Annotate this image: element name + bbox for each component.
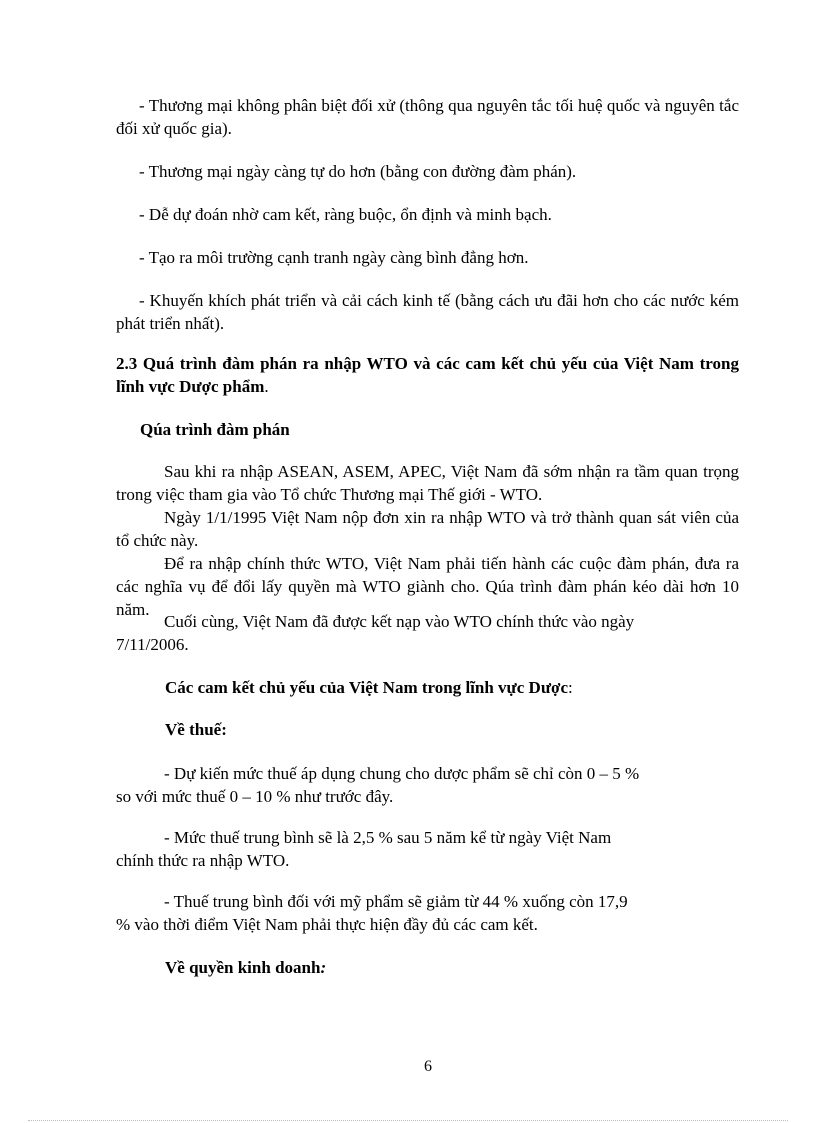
tax-item-line: chính thức ra nhập WTO. — [116, 851, 290, 870]
tax-item — [116, 890, 746, 936]
commitments-title-colon: : — [568, 678, 573, 697]
negotiation-paragraph: Ngày 1/1/1995 Việt Nam nộp đơn xin ra nhập WTO và trở thành quan sát viên của tổ chức này. — [116, 508, 739, 550]
business-rights-title-text: Về quyền kinh doanh — [165, 958, 321, 977]
negotiation-paragraph: Để ra nhập chính thức WTO, Việt Nam phải tiến hành các cuộc đàm phán, đưa ra các nghĩa vụ để đổi lấy quyền mà WTO giành cho. Qúa trình đàm phán kéo dài hơn 10 năm. — [116, 554, 739, 619]
bullet-freer-trade: - Thương mại ngày càng tự do hơn (bằng con đường đàm phán). — [139, 162, 577, 181]
page-bottom-rule — [28, 1120, 788, 1121]
tax-item — [116, 826, 746, 872]
negotiation-title: Qúa trình đàm phán — [140, 420, 290, 439]
tax-item-line: - Mức thuế trung bình sẽ là 2,5 % sau 5 năm kể từ ngày Việt Nam — [164, 828, 612, 847]
bullet-development: - Khuyến khích phát triển và cải cách kinh tế (bằng cách ưu đãi hơn cho các nước kém phát triển nhất). — [116, 291, 739, 333]
business-rights-title-colon: : — [320, 958, 327, 977]
negotiation-paragraph: Cuối cùng, Việt Nam đã được kết nạp vào WTO chính thức vào ngày 7/11/2006. — [116, 612, 635, 654]
commitments-title — [165, 676, 725, 699]
tax-item — [116, 762, 746, 808]
section-heading-text: 2.3 Quá trình đàm phán ra nhập WTO và các cam kết chủ yếu của Việt Nam trong lĩnh vực Dược phẩm — [116, 354, 739, 396]
business-rights-title — [165, 956, 326, 979]
section-heading — [116, 352, 739, 398]
negotiation-paragraph: Sau khi ra nhập ASEAN, ASEM, APEC, Việt Nam đã sớm nhận ra tầm quan trọng trong việc tham gia vào Tổ chức Thương mại Thế giới - WTO. — [116, 462, 739, 504]
tax-item-line: so với mức thuế 0 – 10 % như trước đây. — [116, 787, 394, 806]
bullet-competition: - Tạo ra môi trường cạnh tranh ngày càng bình đẳng hơn. — [139, 248, 529, 267]
tax-item-line: % vào thời điểm Việt Nam phải thực hiện đầy đủ các cam kết. — [116, 915, 538, 934]
commitments-title-text: Các cam kết chủ yếu của Việt Nam trong lĩnh vực Dược — [165, 678, 568, 697]
bullet-predictability: - Dễ dự đoán nhờ cam kết, ràng buộc, ổn định và minh bạch. — [139, 205, 552, 224]
section-heading-period: . — [264, 377, 269, 396]
page-number: 6 — [424, 1058, 432, 1075]
tax-item-line: - Dự kiến mức thuế áp dụng chung cho dược phẩm sẽ chỉ còn 0 – 5 % — [164, 764, 640, 783]
tax-item-line: - Thuế trung bình đối với mỹ phẩm sẽ giảm từ 44 % xuống còn 17,9 — [164, 892, 628, 911]
tax-title: Về thuế: — [165, 720, 227, 739]
bullet-non-discrimination: - Thương mại không phân biệt đối xử (thông qua nguyên tắc tối huệ quốc và nguyên tắc đối xử quốc gia). — [116, 96, 739, 138]
